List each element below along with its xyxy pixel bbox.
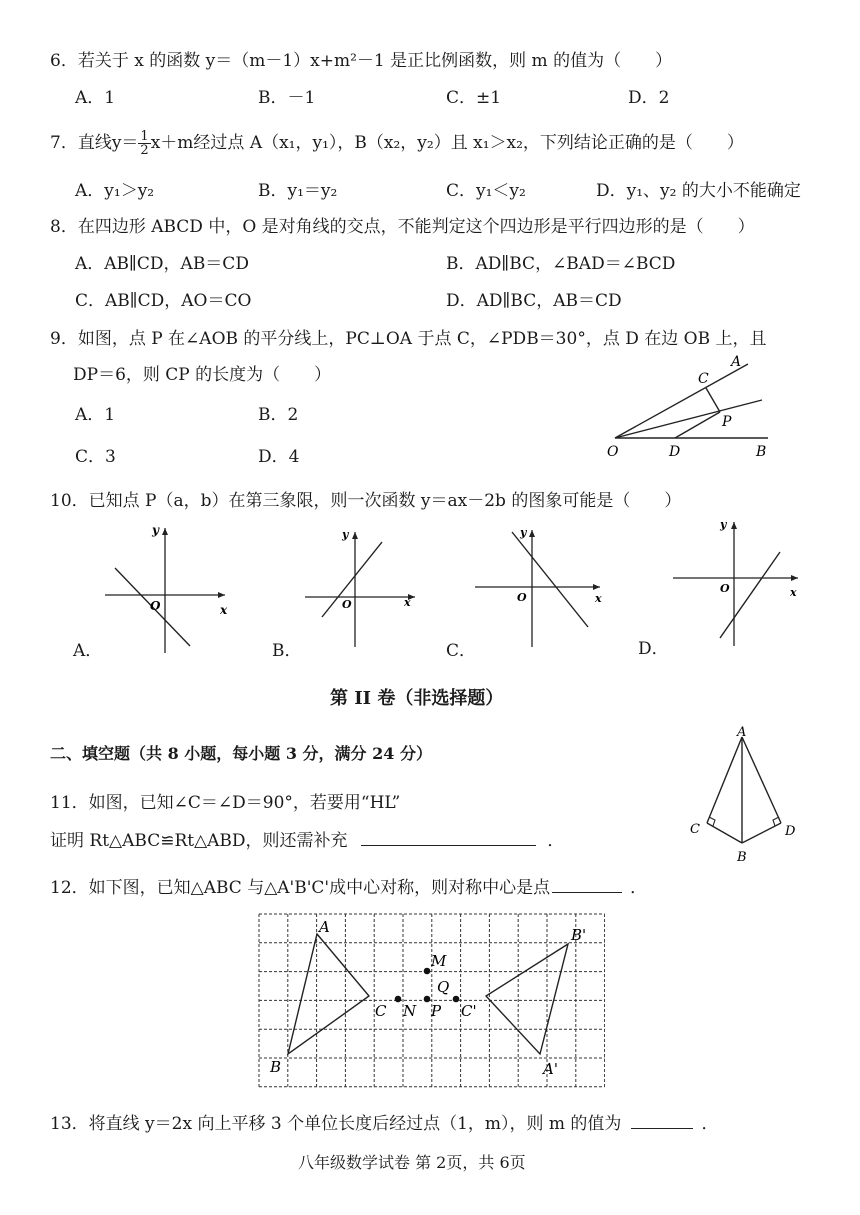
label-c: C <box>375 1002 387 1020</box>
label-a-prime: A' <box>543 1060 558 1078</box>
q8-option-d: D．AD∥BC，AB＝CD <box>446 291 622 311</box>
axis-y-label: y <box>152 523 159 537</box>
axis-x-label: x <box>220 603 228 617</box>
segment-pd <box>675 412 720 438</box>
q12-grid-figure <box>255 910 605 1090</box>
label-a: A <box>737 725 747 740</box>
section2-title: 二、填空题（共 8 小题，每小题 3 分，满分 24 分） <box>50 744 432 763</box>
q9-stem-line1: 9．如图，点 P 在∠AOB 的平分线上，PC⊥OA 于点 C，∠PDB＝30°，点 D 在边 OB 上，且 <box>50 329 767 349</box>
q11-tail: ． <box>547 831 565 851</box>
q13-answer-blank[interactable] <box>631 1128 693 1129</box>
q12-answer-blank[interactable] <box>552 892 622 893</box>
q10-graph-d <box>668 516 808 651</box>
q12-tail: ． <box>630 878 648 898</box>
q9-option-d: D．4 <box>258 447 300 467</box>
q9-option-c: C．3 <box>75 447 116 467</box>
q7-option-b: B．y₁＝y₂ <box>258 181 338 201</box>
q7-frac-num: 1 <box>140 129 149 144</box>
q11-line2 <box>50 826 564 851</box>
q11-kite-figure <box>685 725 805 870</box>
q8-option-c: C．AB∥CD，AO＝CO <box>75 291 252 311</box>
q10-graph-d-label: D． <box>638 639 669 659</box>
q11-line2-text: 证明 Rt△ABC≌Rt△ABD，则还需补充 <box>50 831 348 851</box>
origin-label: O <box>342 598 352 611</box>
ray-op <box>615 400 762 438</box>
axis-y-label: y <box>342 528 349 541</box>
label-q: Q <box>437 978 450 996</box>
label-d: D <box>669 444 681 460</box>
q11-answer-blank[interactable] <box>361 845 536 846</box>
q10-graph-b-label: B． <box>272 641 302 661</box>
label-d: D <box>785 824 796 839</box>
segment-pc <box>706 388 720 412</box>
label-m: M <box>431 952 447 970</box>
q10-graph-a-label: A． <box>73 641 103 661</box>
q7-stem <box>50 128 744 157</box>
q7-option-a: A．y₁＞y₂ <box>75 181 155 201</box>
q7-frac-den: 2 <box>140 143 149 158</box>
q7-stem-post: x＋m经过点 A（x₁，y₁），B（x₂，y₂）且 x₁＞x₂，下列结论正确的是（ ） <box>150 133 744 153</box>
triangle-abc <box>288 934 369 1054</box>
label-c-prime: C' <box>461 1002 477 1020</box>
axis-y-label: y <box>720 518 727 531</box>
label-a: A <box>731 354 742 370</box>
q8-option-b: B．AD∥BC，∠BAD＝∠BCD <box>446 254 676 274</box>
part2-title: 第 II 卷（非选择题） <box>330 688 504 709</box>
label-c: C <box>690 822 700 837</box>
label-p: P <box>431 1002 442 1020</box>
q6-option-c: C．±1 <box>446 88 502 108</box>
label-b-prime: B' <box>571 926 587 944</box>
label-p: P <box>722 414 732 430</box>
q11-line1: 11．如图，已知∠C＝∠D＝90°，若要用“HL” <box>50 793 401 813</box>
label-o: O <box>607 444 619 460</box>
q6-option-d: D．2 <box>628 88 670 108</box>
q13-tail: ． <box>701 1114 719 1134</box>
axis-y-label: y <box>520 526 527 539</box>
q13-stem-text: 13．将直线 y＝2x 向上平移 3 个单位长度后经过点（1，m），则 m 的值为 <box>50 1114 622 1134</box>
q7-option-d: D．y₁、y₂ 的大小不能确定 <box>596 181 801 201</box>
q6-option-b: B．－1 <box>258 88 316 108</box>
q6-option-a: A．1 <box>75 88 116 108</box>
label-b: B <box>756 444 767 460</box>
origin-label: O <box>150 599 161 613</box>
q7-fraction <box>138 130 150 157</box>
point-p <box>424 996 431 1003</box>
label-n: N <box>403 1002 417 1020</box>
label-c: C <box>698 371 709 387</box>
q10-graph-c <box>470 522 610 652</box>
graph-b-line <box>322 542 382 617</box>
label-a: A <box>319 918 330 936</box>
label-b: B <box>737 850 747 865</box>
q10-graph-c-label: C． <box>446 641 477 661</box>
origin-label: O <box>517 591 527 604</box>
q12-stem-text: 12．如下图，已知△ABC 与△A'B'C'成中心对称，则对称中心是点 <box>50 878 551 898</box>
label-b: B <box>270 1058 282 1076</box>
q6-stem: 6．若关于 x 的函数 y＝（m－1）x+m²－1 是正比例函数，则 m 的值为（ ） <box>50 51 673 71</box>
q13-stem <box>50 1109 718 1134</box>
q7-option-c: C．y₁＜y₂ <box>446 181 526 201</box>
q10-stem: 10．已知点 P（a，b）在第三象限，则一次函数 y＝ax－2b 的图象可能是（ ） <box>50 491 682 511</box>
graph-c-line <box>512 532 588 627</box>
point-q <box>453 996 460 1003</box>
origin-label: O <box>720 582 730 595</box>
q8-option-a: A．AB∥CD，AB＝CD <box>75 254 249 274</box>
point-m <box>424 968 431 975</box>
q12-stem <box>50 873 647 898</box>
page-footer: 八年级数学试卷 第 2页，共 6页 <box>298 1153 526 1172</box>
axis-x-label: x <box>595 592 602 605</box>
q8-stem: 8．在四边形 ABCD 中，O 是对角线的交点，不能判定这个四边形是平行四边形的是（ ） <box>50 217 755 237</box>
q10-graph-b <box>300 522 430 652</box>
axis-x-label: x <box>404 596 411 609</box>
axis-x-label: x <box>790 586 797 599</box>
point-n <box>395 996 402 1003</box>
graph-d-line <box>720 552 780 638</box>
q9-option-a: A．1 <box>75 405 116 425</box>
q9-stem-line2: DP＝6，则 CP 的长度为（ ） <box>73 365 332 385</box>
triangle-a-b-c-prime <box>486 944 568 1054</box>
q7-stem-pre: 7．直线y＝ <box>50 133 139 153</box>
q9-angle-figure <box>600 350 790 465</box>
q9-option-b: B．2 <box>258 405 299 425</box>
q10-graph-a <box>100 518 240 658</box>
